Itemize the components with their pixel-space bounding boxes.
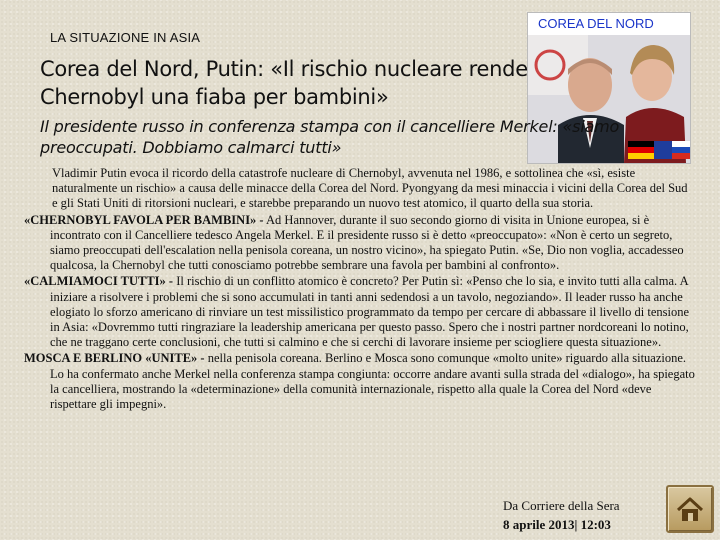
subtitle: Il presidente russo in conferenza stampa con il cancelliere Merkel: «siamo preoccupati. Dobbiamo calmarci tutti» (40, 117, 620, 157)
paragraph-text: Il rischio di un conflitto atomico è concreto? Per Putin sì: «Penso che lo sia, e invito tutti alla calma. A iniziare a risolvere i problemi che si sono accumulati in tanti anni sedendosi a un tavolo, negoziando». Il leader russo ha anche elogiato lo sforzo americano di rinviare un test missilistico programmato da tempo per cercare di abbassare il livello di tensione in Asia: «Dovremmo tutti ringraziare la leadership americana per questo passo. Spero che i nostri partner nordcoreani lo notino, che ne traggano certe conclusioni, che tutti si calmino e che si cerchi di lavorare insieme per sciogliere questa situazione». (50, 274, 690, 350)
article-paragraph (24, 351, 696, 412)
paragraph-lead: «CALMIAMOCI TUTTI» - (24, 274, 174, 289)
article-paragraph (24, 213, 696, 274)
headline: Corea del Nord, Putin: «Il rischio nucleare rende Chernobyl una fiaba per bambini» (40, 57, 528, 109)
home-button[interactable] (666, 485, 714, 533)
source-date: 8 aprile 2013| 12:03 (503, 517, 611, 532)
source-name: Da Corriere della Sera (503, 498, 620, 513)
photo-caption: COREA DEL NORD (528, 13, 690, 35)
source-credit (503, 496, 620, 534)
article-body (24, 166, 696, 413)
paragraph-text: nella penisola coreana. Berlino e Mosca sono comunque «molto unite» riguardo alla situazione. Lo ha confermato anche Merkel nella conferenza stampa congiunta: occorre andare avanti sulla strada del «dialogo», ha spiegato la cancelliera, mostrando la «determinazione» della comunità internazionale, rispetto alla quale la Corea del Nord «deve rispettare gli impegni». (50, 351, 695, 412)
paragraph-text: Vladimir Putin evoca il ricordo della catastrofe nucleare di Chernobyl, avvenuta nel 1986, e sottolinea che «sì, esiste naturalmente un rischio» a causa delle minacce della Corea del Nord. Pyongyang da mesi minaccia i vicini della Corea del Sud e gli Stati Uniti di ritorsioni nucleari, e starebbe preparando un nuovo test atomico, il quarto della sua storia. (52, 166, 688, 211)
home-icon (674, 493, 706, 525)
paragraph-lead: MOSCA E BERLINO «UNITE» - (24, 351, 205, 366)
paragraph-lead: «CHERNOBYL FAVOLA PER BAMBINI» - (24, 212, 264, 227)
article-paragraph (24, 166, 696, 212)
section-label: LA SITUAZIONE IN ASIA (50, 30, 201, 45)
paragraph-text: Ad Hannover, durante il suo secondo giorno di visita in Unione europea, si è incontrato con il Cancelliere tedesco Angela Merkel. E il presidente russo si è detto «preoccupato»: «Non è certo un segreto, siamo preoccupati dell'escalation nella penisola coreana, un nostro vicino», ha spiegato Putin. «Se, Dio non voglia, accadesseo qualcosa, la Chernobyl che tutti conosciamo potrebbe sembrare una favola per bambini al confronto». (50, 212, 684, 273)
article-paragraph (24, 274, 696, 350)
